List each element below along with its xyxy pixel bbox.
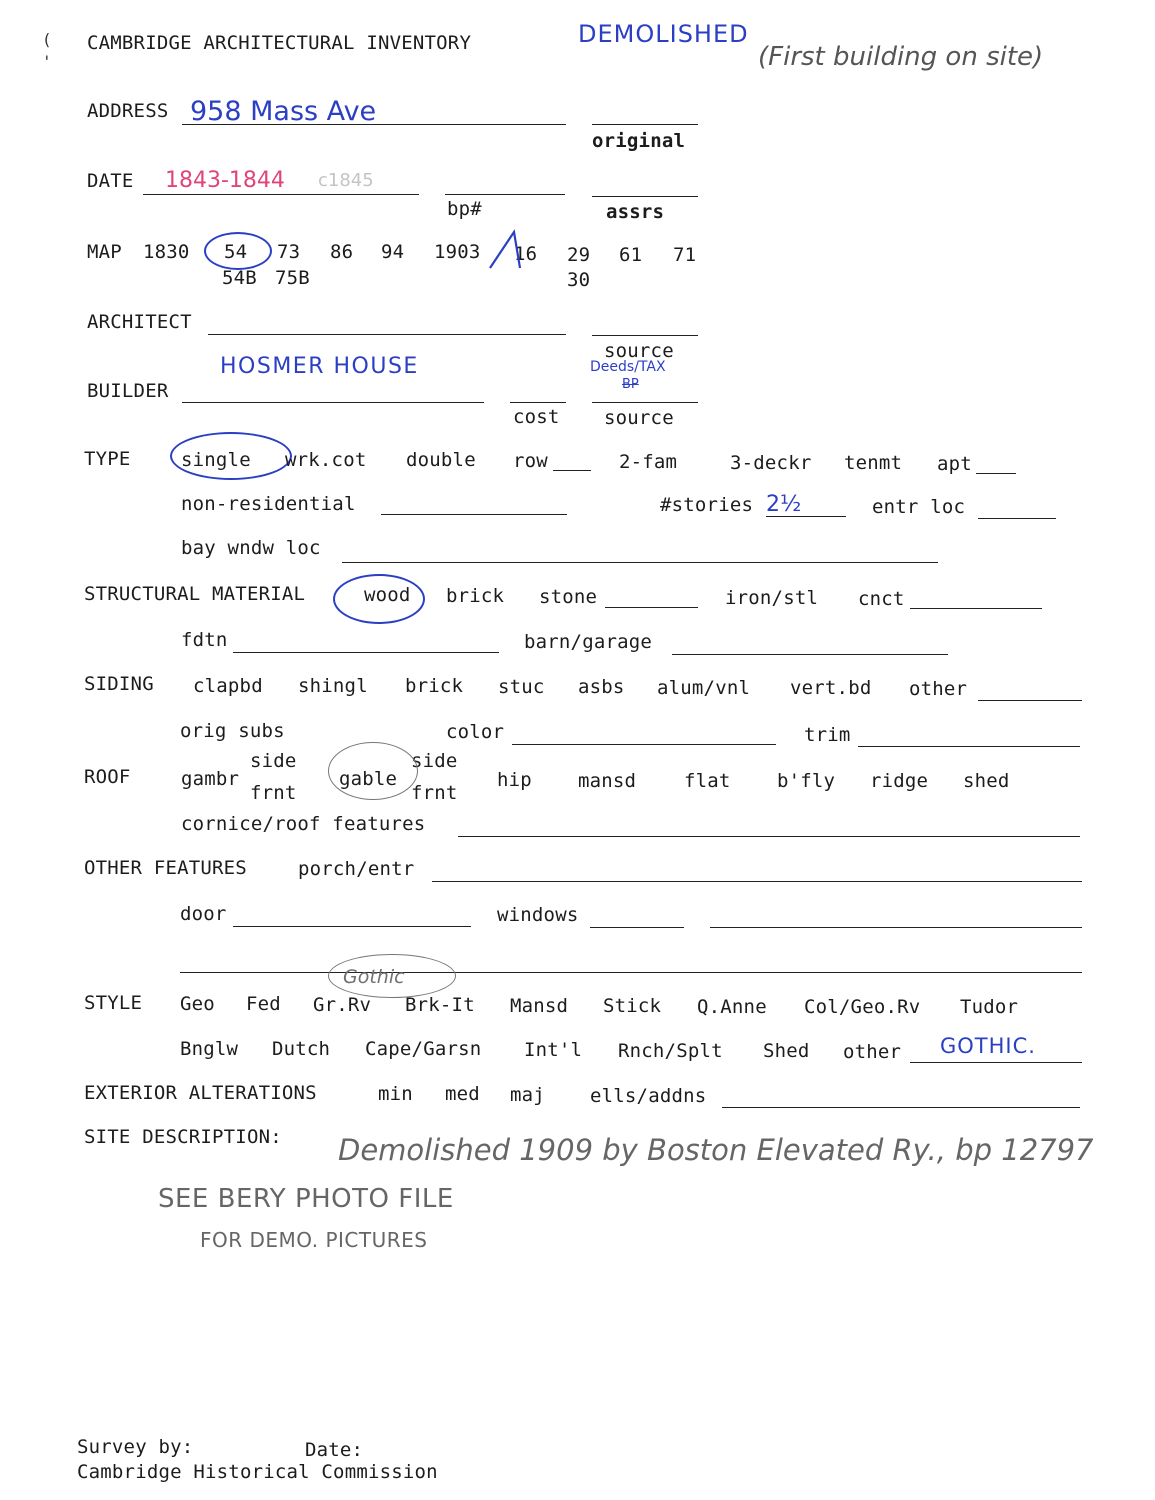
date-line bbox=[143, 194, 419, 195]
siding-option: asbs bbox=[578, 676, 625, 698]
cornice-label: cornice/roof features bbox=[181, 813, 426, 835]
bay-label: bay wndw loc bbox=[181, 537, 321, 559]
ext-alt-option: min bbox=[378, 1083, 413, 1105]
ext-alt-label: EXTERIOR ALTERATIONS bbox=[84, 1082, 317, 1104]
siding-option: other bbox=[909, 678, 968, 700]
commission-label: Cambridge Historical Commission bbox=[77, 1461, 438, 1483]
survey-date-label: Date: bbox=[305, 1439, 364, 1461]
binder-mark: ( bbox=[42, 30, 52, 49]
style-option: Rnch/Splt bbox=[618, 1040, 723, 1062]
style-option: Bnglw bbox=[180, 1038, 239, 1060]
address-line bbox=[182, 124, 566, 125]
siding-option: clapbd bbox=[193, 675, 263, 697]
style-option: Tudor bbox=[960, 996, 1019, 1018]
date-label: DATE bbox=[87, 170, 134, 192]
style-option: Geo bbox=[180, 993, 215, 1015]
siding-option: brick bbox=[405, 675, 464, 697]
builder-line bbox=[182, 402, 484, 403]
fdtn-label: fdtn bbox=[181, 629, 228, 651]
roof-side-1: side bbox=[250, 750, 297, 772]
type-option: apt bbox=[937, 453, 972, 475]
orig-subs-label: orig subs bbox=[180, 720, 285, 742]
color-label: color bbox=[446, 721, 505, 743]
style-option: Gr.Rv bbox=[313, 994, 372, 1016]
trim-line bbox=[858, 746, 1080, 747]
other-line bbox=[978, 700, 1082, 701]
roof-option: flat bbox=[684, 770, 731, 792]
site-description-value: Demolished 1909 by Boston Elevated Ry., bp 12797 bbox=[338, 1133, 1094, 1167]
map-year: 94 bbox=[381, 241, 405, 263]
type-option: tenmt bbox=[844, 452, 903, 474]
ext-alt-option: maj bbox=[510, 1084, 545, 1106]
color-line bbox=[512, 744, 776, 745]
roof-option: b'fly bbox=[777, 770, 836, 792]
fdtn-line bbox=[233, 652, 499, 653]
map-year: 1903 bbox=[434, 241, 481, 263]
ext-alt-line bbox=[722, 1107, 1080, 1108]
ext-alt-option: ells/addns bbox=[590, 1085, 707, 1107]
cost-line bbox=[510, 402, 566, 403]
roof-option: ridge bbox=[870, 770, 929, 792]
nonres-label: non-residential bbox=[181, 493, 356, 515]
map-sub: 30 bbox=[567, 269, 591, 291]
builder-label: BUILDER bbox=[87, 380, 169, 402]
roof-frnt-1: frnt bbox=[250, 782, 297, 804]
type-option: wrk.cot bbox=[285, 449, 367, 471]
door-line bbox=[233, 926, 471, 927]
apt-line bbox=[976, 473, 1016, 474]
map-year: 29 bbox=[567, 244, 591, 266]
architect-label: ARCHITECT bbox=[87, 311, 192, 333]
structural-circle bbox=[333, 574, 425, 624]
architect-source-line bbox=[592, 335, 698, 336]
structural-option: stone bbox=[539, 586, 598, 608]
style-label: STYLE bbox=[84, 992, 143, 1014]
trim-label: trim bbox=[804, 724, 851, 746]
binder-mark: ' bbox=[42, 52, 52, 71]
builder-source-value: Deeds/TAX bbox=[590, 359, 666, 375]
door-label: door bbox=[180, 903, 227, 925]
style-option: Dutch bbox=[272, 1038, 331, 1060]
map-year: 54 bbox=[224, 241, 248, 263]
bp-label: bp# bbox=[447, 198, 482, 220]
architect-source-label: source bbox=[604, 340, 674, 362]
style-option: Fed bbox=[246, 993, 281, 1015]
style-option: Brk-It bbox=[405, 994, 475, 1016]
siding-option: stuc bbox=[498, 676, 545, 698]
type-option: 3-deckr bbox=[730, 452, 812, 474]
windows-label: windows bbox=[497, 904, 579, 926]
builder-source-line bbox=[592, 402, 698, 403]
porch-line bbox=[432, 881, 1082, 882]
style-option: Q.Anne bbox=[697, 996, 767, 1018]
roof-label: ROOF bbox=[84, 766, 131, 788]
bay-line bbox=[342, 562, 938, 563]
nonres-line bbox=[381, 514, 567, 515]
style-option: Shed bbox=[763, 1040, 810, 1062]
windows-line-2 bbox=[710, 927, 1082, 928]
address-value: 958 Mass Ave bbox=[190, 96, 377, 127]
builder-value: HOSMER HOUSE bbox=[220, 354, 419, 379]
bp-line bbox=[445, 194, 565, 195]
assrs-line bbox=[592, 196, 698, 197]
siding-option: alum/vnl bbox=[657, 677, 751, 699]
style-option: Mansd bbox=[510, 995, 569, 1017]
architect-line bbox=[208, 334, 566, 335]
gothic-note: Gothic bbox=[343, 966, 405, 988]
map-year: 71 bbox=[673, 244, 697, 266]
site-label: SITE DESCRIPTION: bbox=[84, 1126, 282, 1148]
style-option: Int'l bbox=[524, 1039, 583, 1061]
stone-line bbox=[605, 607, 698, 608]
other-features-label: OTHER FEATURES bbox=[84, 857, 247, 879]
style-option: other bbox=[843, 1041, 902, 1063]
date-faint-value: c1845 bbox=[318, 170, 374, 191]
type-circle bbox=[170, 432, 292, 480]
address-label: ADDRESS bbox=[87, 100, 169, 122]
roof-option: shed bbox=[963, 770, 1010, 792]
map-label: MAP bbox=[87, 241, 122, 263]
entr-loc-line bbox=[978, 518, 1056, 519]
windows-line bbox=[590, 927, 684, 928]
map-year: 73 bbox=[277, 241, 301, 263]
porch-label: porch/entr bbox=[298, 858, 415, 880]
date-value: 1843-1844 bbox=[165, 168, 285, 193]
siding-option: shingl bbox=[298, 675, 368, 697]
style-other-line bbox=[910, 1062, 1082, 1063]
original-label: original bbox=[592, 130, 686, 152]
demolished-note: DEMOLISHED bbox=[578, 20, 749, 48]
cnct-line bbox=[910, 608, 1042, 609]
features-extra-line bbox=[180, 972, 1082, 973]
type-option: double bbox=[406, 449, 476, 471]
siding-option: vert.bd bbox=[790, 677, 872, 699]
roof-option: mansd bbox=[578, 770, 637, 792]
cost-label: cost bbox=[513, 406, 560, 428]
stories-value: 2½ bbox=[766, 492, 802, 517]
style-other-value: GOTHIC. bbox=[940, 1034, 1036, 1058]
roof-frnt-2: frnt bbox=[411, 782, 458, 804]
builder-source-struck: BP bbox=[622, 377, 639, 392]
map-year: 1830 bbox=[143, 241, 190, 263]
survey-by-label: Survey by: bbox=[77, 1436, 194, 1458]
stories-line bbox=[766, 516, 846, 517]
roof-option: hip bbox=[497, 769, 532, 791]
barn-label: barn/garage bbox=[524, 631, 653, 653]
builder-source-label: source bbox=[604, 407, 674, 429]
style-option: Stick bbox=[603, 995, 662, 1017]
form-title: CAMBRIDGE ARCHITECTURAL INVENTORY bbox=[87, 32, 472, 54]
entr-loc-label: entr loc bbox=[872, 496, 966, 518]
stories-label: #stories bbox=[660, 494, 754, 516]
structural-option: iron/stl bbox=[725, 587, 819, 609]
siding-label: SIDING bbox=[84, 673, 154, 695]
structural-option: brick bbox=[446, 585, 505, 607]
original-line bbox=[592, 124, 698, 125]
style-option: Col/Geo.Rv bbox=[804, 996, 921, 1018]
map-checkmark bbox=[486, 228, 526, 272]
roof-side-2: side bbox=[411, 750, 458, 772]
roof-option: gambr bbox=[181, 768, 240, 790]
type-option: row bbox=[513, 450, 548, 472]
structural-option: cnct bbox=[858, 588, 905, 610]
cornice-line bbox=[458, 836, 1080, 837]
map-sub: 75B bbox=[275, 267, 310, 289]
map-sub: 54B bbox=[222, 267, 257, 289]
roof-option: gable bbox=[339, 768, 398, 790]
structural-label: STRUCTURAL MATERIAL bbox=[84, 583, 306, 605]
row-line bbox=[553, 470, 591, 471]
roof-circle bbox=[328, 742, 418, 800]
barn-line bbox=[672, 654, 948, 655]
map-year: 16 bbox=[514, 243, 538, 265]
map-circle bbox=[204, 232, 272, 270]
style-circle bbox=[328, 954, 456, 998]
style-option: Cape/Garsn bbox=[365, 1038, 482, 1060]
assrs-label: assrs bbox=[606, 201, 665, 223]
map-year: 86 bbox=[330, 241, 354, 263]
map-year: 61 bbox=[619, 244, 643, 266]
ext-alt-option: med bbox=[445, 1083, 480, 1105]
note-line-1: SEE BERY PHOTO FILE bbox=[158, 1184, 454, 1214]
type-option: 2-fam bbox=[619, 451, 678, 473]
type-option: single bbox=[181, 449, 251, 471]
first-building-note: (First building on site) bbox=[758, 42, 1044, 72]
note-line-2: FOR DEMO. PICTURES bbox=[200, 1228, 428, 1252]
type-label: TYPE bbox=[84, 448, 131, 470]
structural-option: wood bbox=[364, 584, 411, 606]
